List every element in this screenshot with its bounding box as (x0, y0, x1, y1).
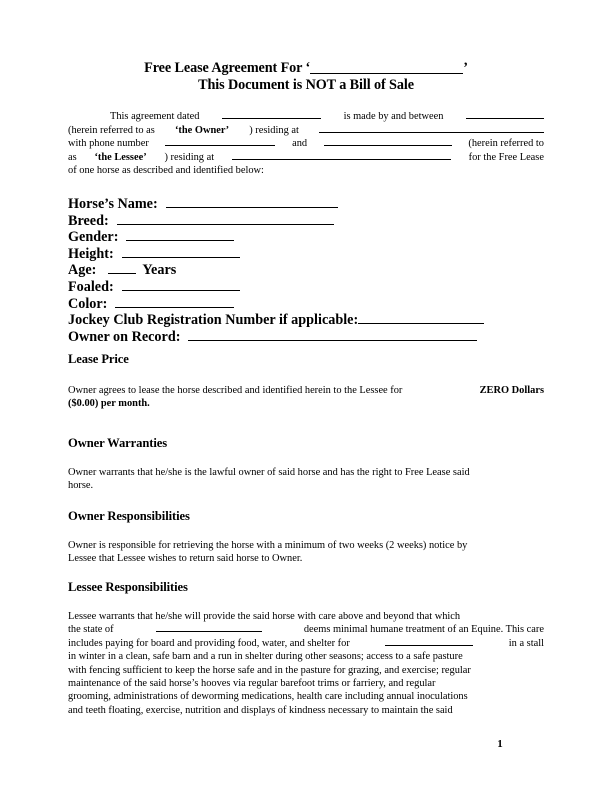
horse-name-label: Horse’s Name: (68, 196, 158, 212)
age-row (68, 262, 544, 279)
gender-label: Gender: (68, 229, 119, 246)
jockey-club-row (68, 312, 544, 329)
intro-l3-c: (herein referred to (468, 138, 544, 149)
lessee-responsibilities-paragraph (68, 610, 544, 717)
owner-phone-blank-field[interactable] (165, 145, 275, 146)
title-prefix: Free Lease Agreement For ‘ (144, 60, 311, 76)
intro-line-3 (68, 137, 544, 151)
color-blank-field[interactable] (115, 307, 234, 308)
intro-l3-b: and (292, 138, 308, 149)
page-number: 1 (497, 738, 503, 750)
owner-responsibilities-line-1: Owner is responsible for retrieving the horse with a minimum of two weeks (2 weeks) notice by (68, 540, 468, 551)
intro-lessee-term: ‘the Lessee’ (94, 151, 147, 163)
owner-on-record-row (68, 329, 544, 346)
lease-price-line-2: ($0.00) per month. (68, 398, 150, 410)
intro-l4-a: as (68, 151, 77, 163)
heading-lease-price: Lease Price (68, 352, 129, 366)
age-unit-label: Years (142, 262, 177, 279)
owner-responsibilities-paragraph (68, 539, 544, 566)
height-row (68, 246, 544, 263)
foaled-row (68, 279, 544, 296)
horse-details-list (68, 196, 544, 345)
lessee-l2-a: the state of (68, 624, 114, 636)
horse-name-row (68, 196, 544, 213)
state-blank-field[interactable] (156, 631, 262, 632)
lease-price-line-1 (68, 384, 544, 397)
owner-on-record-label: Owner on Record: (68, 328, 181, 345)
gender-row (68, 229, 544, 246)
lessee-line-1: Lessee warrants that he/she will provide the said horse with care above and beyond that which (68, 611, 461, 622)
height-label: Height: (68, 245, 114, 262)
document-title (68, 60, 544, 93)
lessee-name-blank-field[interactable] (324, 145, 452, 146)
heading-owner-warranties: Owner Warranties (68, 436, 168, 450)
lessee-line-4: in winter in a clean, safe barn and a run in shelter during other seasons; access to a safe pasture (68, 651, 463, 663)
intro-line-1 (68, 110, 544, 124)
owner-warranties-paragraph (68, 466, 544, 493)
intro-l4-c: for the Free Lease (468, 151, 544, 163)
intro-l2-b: ) residing at (249, 124, 299, 136)
intro-l1-b: is made by and between (343, 111, 444, 122)
jockey-club-label: Jockey Club Registration Number if applicable: (68, 312, 359, 329)
breed-row (68, 213, 544, 230)
date-blank-field[interactable] (222, 118, 321, 119)
owner-on-record-blank-field[interactable] (188, 340, 477, 341)
lessee-address-blank-field[interactable] (232, 159, 451, 160)
jockey-club-blank-field[interactable] (358, 323, 484, 324)
horse-name-blank-field[interactable] (166, 207, 338, 208)
foaled-label: Foaled: (68, 278, 114, 295)
lessee-l3-b: in a stall (508, 637, 544, 649)
intro-line-2 (68, 124, 544, 138)
shelter-blank-field[interactable] (385, 645, 473, 646)
intro-paragraph (68, 110, 544, 178)
title-line-2: This Document is NOT a Bill of Sale (198, 76, 414, 93)
lease-price-amount-words: ZERO Dollars (479, 385, 544, 396)
height-blank-field[interactable] (122, 257, 240, 258)
intro-l1-a: This agreement dated (110, 111, 200, 122)
lessee-line-8: and teeth floating, exercise, nutrition and displays of kindness necessary to maintain the said (68, 704, 453, 716)
foaled-blank-field[interactable] (122, 290, 240, 291)
intro-owner-term: ‘the Owner’ (174, 124, 230, 136)
owner-name-blank-field[interactable] (466, 118, 544, 119)
owner-responsibilities-line-2: Lessee that Lessee wishes to return said horse to Owner. (68, 553, 303, 565)
title-line-1 (68, 60, 544, 77)
heading-lessee-responsibilities: Lessee Responsibilities (68, 580, 188, 594)
lessee-line-7: grooming, administrations of deworming medications, health care including annual inoculations (68, 691, 468, 703)
color-row (68, 296, 544, 313)
age-blank-field[interactable] (108, 273, 136, 274)
lessee-line-3 (68, 637, 544, 650)
title-suffix: ’ (463, 60, 468, 76)
intro-l3-a: with phone number (68, 138, 149, 149)
intro-line-4 (68, 151, 544, 165)
owner-warranties-line-1: Owner warrants that he/she is the lawful owner of said horse and has the right to Free Lease said (68, 467, 470, 478)
color-label: Color: (68, 295, 108, 312)
age-label: Age: (68, 262, 97, 279)
lessee-line-6: maintenance of the said horse’s hooves via regular barefoot trims or farriery, and regular (68, 678, 436, 690)
lessee-line-5: with fencing sufficient to keep the horse safe and in the pasture for grazing, and exercise; regular (68, 664, 471, 676)
lessee-l3-a: includes paying for board and providing food, water, and shelter for (68, 637, 350, 649)
owner-address-blank-field[interactable] (319, 132, 544, 133)
lease-price-text: Owner agrees to lease the horse described and identified herein to the Lessee for (68, 385, 403, 396)
owner-warranties-line-2: horse. (68, 480, 94, 492)
intro-line-5: of one horse as described and identified below: (68, 165, 264, 176)
breed-blank-field[interactable] (117, 224, 334, 225)
lease-price-paragraph (68, 384, 544, 411)
intro-l4-b: ) residing at (164, 151, 215, 163)
lessee-l2-b: deems minimal humane treatment of an Equine. This care (303, 624, 544, 636)
breed-label: Breed: (68, 212, 109, 229)
heading-owner-responsibilities: Owner Responsibilities (68, 509, 190, 523)
intro-l2-a: (herein referred to as (68, 124, 155, 136)
lessee-line-2 (68, 623, 544, 636)
gender-blank-field[interactable] (126, 240, 234, 241)
title-blank-field[interactable] (310, 73, 463, 74)
